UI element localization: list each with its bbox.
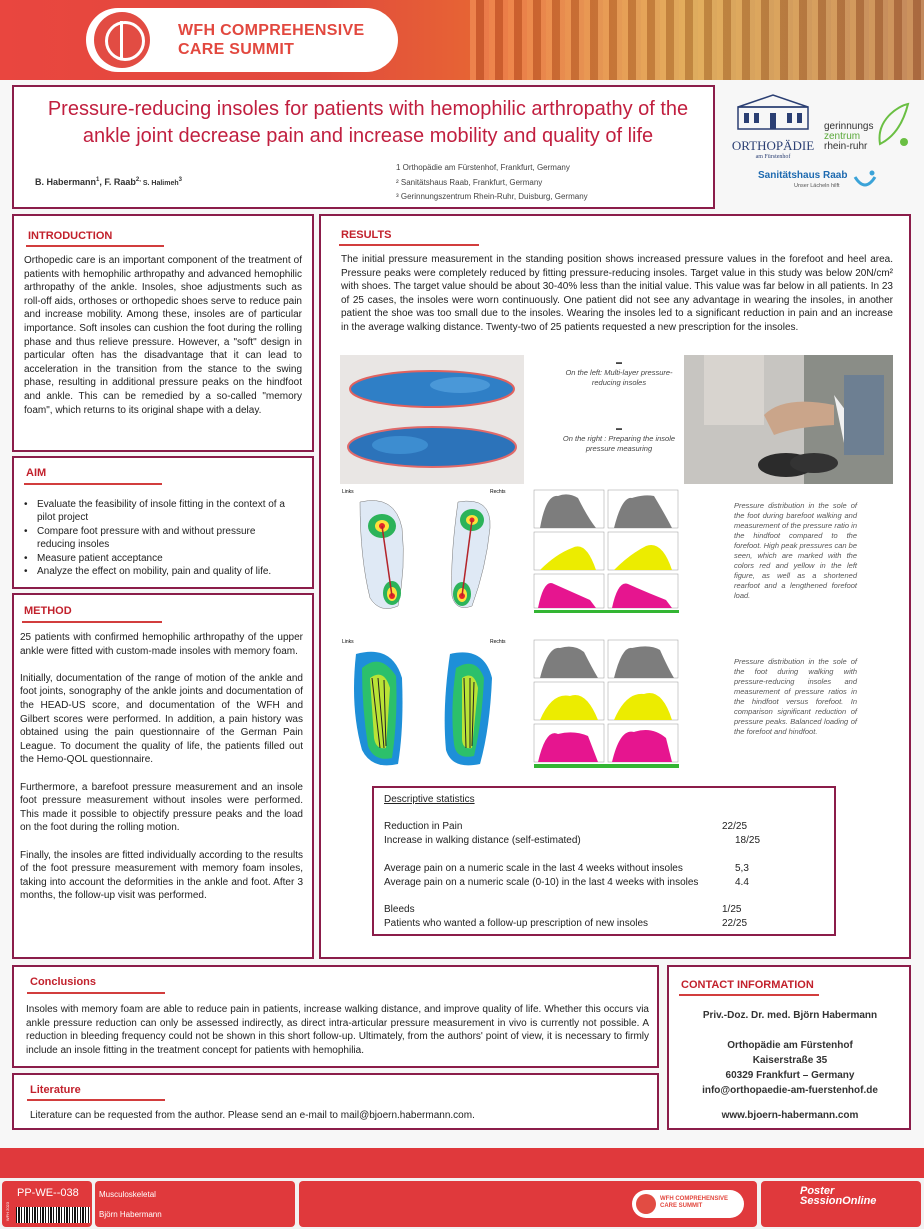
insole-caption: Pressure distribution in the sole of the foot during walking with pressure-reducing insoles and measurement of pressure ratios in the hindfoot versus forefoot. In comparison significant reduction of pressure peaks. Balanced loading of the forefoot and hindfoot.	[734, 657, 857, 736]
contact-title: CONTACT INFORMATION	[681, 979, 814, 991]
insole-pressure-map	[340, 638, 524, 774]
footer-side-label: WFH 2023	[5, 1202, 10, 1222]
method-title: METHOD	[24, 605, 72, 617]
sanitaetshaus-raab-logo	[752, 167, 882, 195]
stat-label: Average pain on a numeric scale (0-10) in the last 4 weeks with insoles	[384, 877, 699, 888]
aim-item: • Analyze the effect on mobility, pain and quality of life.	[24, 565, 294, 578]
author-2-sup: 2,	[135, 177, 141, 183]
photo-caption-right-text: On the right : Preparing the insole pressure measuring	[562, 434, 676, 453]
stat-value: 22/25	[722, 918, 748, 929]
contact-city: 60329 Frankfurt – Germany	[725, 1070, 855, 1081]
ortho-logo-sub: am Fürstenhof	[755, 154, 791, 160]
summit-logo-text	[178, 21, 364, 59]
stat-label: Bleeds	[384, 904, 415, 915]
contact-name: Priv.-Doz. Dr. med. Björn Habermann	[702, 1010, 878, 1021]
footer-band	[0, 1148, 924, 1178]
footer-author: Björn Habermann	[99, 1210, 162, 1219]
stat-label: Increase in walking distance (self-estimated)	[384, 835, 581, 846]
footer	[0, 1178, 924, 1229]
stat-value: 18/25	[735, 835, 761, 846]
barefoot-caption: Pressure distribution in the sole of the foot during barefoot walking and measurement of the pressure ratio in the hindfoot compared to the forefoot. High peak pressures can be seen, which are marked with the colors red and yellow in the left figure, as well as a shortened rearfoot and a lengthened forefoot load.	[734, 501, 857, 600]
stat-value: 5,3	[735, 863, 749, 874]
footer-wfh-line-1: WFH COMPREHENSIVE	[660, 1196, 729, 1202]
barefoot-pressure-map	[340, 488, 524, 618]
poster-code: PP-WE--038	[17, 1187, 79, 1199]
method-text	[20, 631, 303, 903]
gerin-line-2: zentrum	[824, 131, 861, 142]
method-paragraph: Initially, documentation of the range of motion of the ankle and foot joints, sonography of the ankle joints and documentation of the HEAD-US score, and documentation of the WFH and Gilbert scores were performed. In addition, a pain history was obtained using the pain questionnaire of the German Pain League. To document the quality of life, the patients filled out the Hemo-QOL questionnaire.	[20, 672, 303, 766]
introduction-text: Orthopedic care is an important component of the treatment of patients with hemophilic arthropathy and advanced hemophilic arthropathy of the ankle. Insoles, shoe adjustments such as roll-off aids, orthoses or orthopedic shoes serve to reduce pain and increase mobility. Among these, insoles are of particular importance. Soft insoles can cushion the foot during the rolling phase and thus relieve pressure. However, a "soft" design in particular often has the disadvantage that it can lead to acceleration in the transition from the stance to the swing phase, resulting in additional pressure peaks on the hindfoot and ankle. This can be remedied by a so-called "memory foam", which returns to its original shape with a delay.	[24, 255, 302, 416]
author-2: , F. Raab	[99, 177, 136, 187]
stat-label: Patients who wanted a follow-up prescription of new insoles	[384, 918, 649, 929]
conclusions-text: Insoles with memory foam are able to reduce pain in patients, increase walking distance, and improve quality of life. Whether this occurs via ankle pressure reduction can only be assessed indirectly, as direct intra-articular pressure measurement in vivo is currently not possible. A reduction in bleeding frequency could not be shown in this short follow-up. Ultimately, from the authors' point of view, it is necessary to firmly include an insole fitting in the treatment concept for patients with hemophilia.	[26, 1004, 649, 1056]
aim-list	[24, 498, 294, 578]
gerinnungszentrum-logo	[820, 98, 912, 156]
method-paragraph: Finally, the insoles are fitted individually according to the results of the foot pressure measurement with memory foam insoles, taking into account the deformities in the ankle and foot. After 3 months, the follow-up visit was performed.	[20, 849, 303, 902]
conclusions-rule	[27, 992, 165, 994]
literature-title: Literature	[30, 1084, 81, 1096]
measuring-photo	[684, 355, 893, 484]
globe-icon	[94, 12, 150, 68]
affiliation-1: 1 Orthopädie am Fürstenhof, Frankfurt, Germany	[396, 163, 570, 172]
label-rechts: Rechts	[490, 639, 506, 645]
method-paragraph: Furthermore, a barefoot pressure measurement and an insole foot pressure measurement without insoles were performed. This made it possible to objectify pressure peaks and the load on the foot during the rolling motion.	[20, 781, 303, 834]
globe-icon	[636, 1194, 656, 1214]
photo-caption-left-text: On the left: Multi-layer pressure-reducing insoles	[565, 368, 673, 387]
insoles-photo	[340, 355, 524, 484]
conclusions-title: Conclusions	[30, 976, 97, 988]
gerin-line-1: gerinnungs	[824, 121, 874, 132]
insole-pressure-curves	[532, 638, 681, 770]
contact-org: Orthopädie am Fürstenhof	[727, 1040, 853, 1051]
affiliations	[396, 161, 588, 205]
results-rule	[339, 244, 479, 246]
poster-session-online-logo	[800, 1186, 876, 1206]
author-1: B. Habermann	[35, 177, 97, 187]
barcode	[16, 1207, 90, 1223]
photo-caption-right: ▬ On the right : Preparing the insole pressure measuring	[560, 424, 678, 454]
contact-street: Kaiserstraße 35	[752, 1055, 828, 1066]
stat-value: 4.4	[735, 877, 749, 888]
summit-footer-logo	[632, 1190, 744, 1218]
results-title: RESULTS	[341, 229, 392, 241]
aim-rule	[24, 483, 162, 485]
introduction-rule	[26, 245, 164, 247]
literature-text: Literature can be requested from the author. Please send an e-mail to mail@bjoern.habermann.com.	[30, 1110, 475, 1121]
method-rule	[22, 621, 162, 623]
building-icon	[730, 93, 816, 131]
introduction-title: INTRODUCTION	[28, 230, 113, 242]
author-3: S. Halimeh	[140, 180, 179, 187]
footer-wfh-line-2: CARE SUMMIT	[660, 1203, 703, 1209]
smile-icon	[852, 169, 878, 193]
label-links: Links	[342, 489, 354, 495]
stat-value: 1/25	[722, 904, 742, 915]
aim-title: AIM	[26, 467, 47, 479]
aim-item: • Compare foot pressure with and without pressure reducing insoles	[24, 525, 294, 552]
raab-logo-name: Sanitätshaus Raab	[758, 170, 848, 181]
photo-caption-left: ▬ On the left: Multi-layer pressure-reducing insoles	[560, 358, 678, 388]
affiliation-2: ² Sanitätshaus Raab, Frankfurt, Germany	[396, 177, 543, 187]
pso-line-1: Poster	[800, 1185, 835, 1197]
stat-label: Average pain on a numeric scale in the last 4 weeks without insoles	[384, 863, 683, 874]
aim-item: • Measure patient acceptance	[24, 552, 294, 565]
aim-item: • Evaluate the feasibility of insole fitting in the context of a pilot project	[24, 498, 294, 525]
literature-rule	[27, 1099, 165, 1101]
authors	[35, 177, 182, 187]
descriptive-statistics-box	[372, 786, 836, 936]
category-box	[95, 1181, 295, 1227]
poster-title: Pressure-reducing insoles for patients with hemophilic arthropathy of the ankle joint decrease pain and increase mobility and quality of life	[47, 98, 689, 147]
header-banner	[0, 0, 924, 80]
contact-rule	[679, 994, 819, 996]
city-photo	[470, 0, 924, 80]
pso-line-2: SessionOnline	[800, 1195, 877, 1207]
label-links: Links	[342, 639, 354, 645]
method-paragraph: 25 patients with confirmed hemophilic arthropathy of the upper ankle were fitted with custom-made insoles with memory foam.	[20, 632, 303, 657]
gerin-line-3: rhein-ruhr	[824, 141, 868, 152]
leaf-icon	[874, 100, 912, 152]
ortho-logo-name: ORTHOPÄDIE	[731, 138, 815, 153]
barefoot-pressure-curves	[532, 488, 681, 615]
raab-logo-sub: Unser Lächeln hilft	[794, 183, 840, 189]
results-text: The initial pressure measurement in the standing position shows increased pressure values in the forefoot and heel area. Pressure peaks were completely reduced by fitting pressure-reducing insoles. Target value in this study was below 20N/cm² with shoes. The target value should be about 30-40% less than the initial value. This value was far below in all patients. In 23 of 25 cases, the insoles were worn continuously. One patient did not see any advantage in wearing the insoles, in another patient the shoe was too small due to the insoles. Wearing the insoles led to a significant reduction in pain and an increase in the average walking distance. Twenty-two of 25 patients requested a new prescription for the insoles.	[341, 254, 893, 333]
stat-label: Reduction in Pain	[384, 821, 463, 832]
footer-category: Musculoskeletal	[99, 1190, 156, 1199]
summit-line-2: CARE SUMMIT	[178, 41, 295, 58]
contact-email[interactable]: info@orthopaedie-am-fuerstenhof.de	[702, 1085, 878, 1096]
author-1-sup: 1	[96, 177, 100, 183]
contact-details	[672, 1008, 908, 1123]
orthopaedie-logo	[730, 93, 816, 159]
stat-value: 22/25	[722, 821, 748, 832]
author-3-sup: 3	[178, 177, 182, 183]
summit-line-1: WFH COMPREHENSIVE	[178, 22, 365, 39]
affiliation-3: ³ Gerinnungszentrum Rhein-Ruhr, Duisburg, Germany	[396, 192, 588, 201]
stats-title: Descriptive statistics	[384, 794, 475, 805]
label-rechts: Rechts	[490, 489, 506, 495]
contact-website[interactable]: www.bjoern-habermann.com	[721, 1110, 859, 1121]
